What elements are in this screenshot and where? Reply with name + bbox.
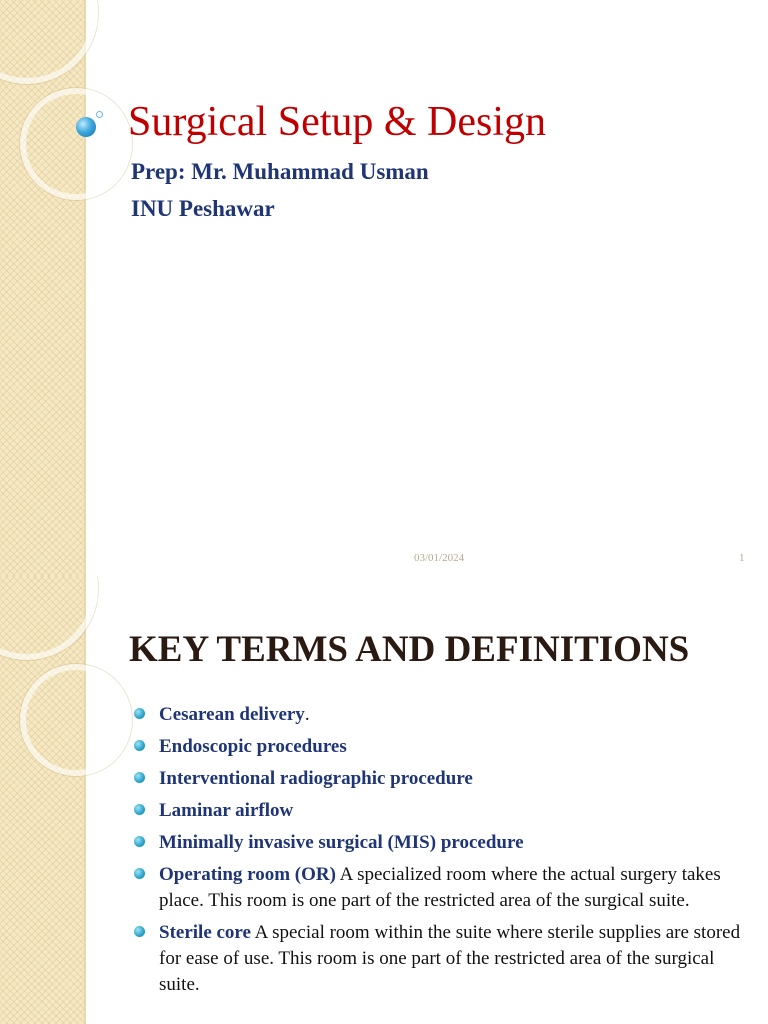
bullet-icon — [134, 836, 145, 847]
list-item — [131, 830, 741, 856]
decorative-side-strip — [0, 0, 86, 576]
small-bubble-icon — [96, 111, 103, 118]
term-definition: A specialized room where the actual surgery takes place. This room is one part of the restricted area of the surgical suite. — [159, 864, 721, 911]
slide-page-number: 1 — [739, 552, 745, 564]
term-name: Endoscopic procedures — [159, 736, 347, 757]
list-item — [131, 734, 741, 760]
bullet-icon — [134, 926, 145, 937]
decorative-side-strip — [0, 576, 86, 1024]
decorative-ring — [20, 664, 132, 776]
list-item — [131, 702, 741, 728]
decorative-ring — [0, 0, 98, 84]
slide-heading: KEY TERMS AND DEFINITIONS — [129, 629, 690, 670]
key-terms-slide — [0, 576, 768, 1024]
bullet-icon — [134, 868, 145, 879]
term-name: Operating room (OR) — [159, 864, 336, 885]
key-terms-list — [131, 702, 741, 1004]
institution-line: INU Peshawar — [131, 196, 275, 221]
blue-bubble-icon — [76, 117, 96, 137]
bullet-icon — [134, 740, 145, 751]
bullet-icon — [134, 772, 145, 783]
list-item — [131, 862, 741, 914]
decorative-ring — [20, 88, 132, 200]
slide-date: 03/01/2024 — [414, 552, 465, 564]
slide-title: Surgical Setup & Design — [128, 99, 547, 145]
term-name: Interventional radiographic procedure — [159, 768, 473, 789]
author-line: Prep: Mr. Muhammad Usman — [131, 159, 429, 184]
term-name: Sterile core — [159, 922, 251, 943]
bullet-icon — [134, 708, 145, 719]
term-name: Laminar airflow — [159, 800, 294, 821]
list-item — [131, 920, 741, 998]
term-definition: A special room within the suite where sterile supplies are stored for ease of use. This room is one part of the restricted area of the surgical suite. — [159, 922, 741, 995]
term-definition: . — [304, 704, 310, 725]
decorative-ring — [0, 576, 98, 660]
term-name: Minimally invasive surgical (MIS) procedure — [159, 832, 524, 853]
bullet-icon — [134, 804, 145, 815]
list-item — [131, 798, 741, 824]
term-name: Cesarean delivery — [159, 704, 305, 725]
list-item — [131, 766, 741, 792]
